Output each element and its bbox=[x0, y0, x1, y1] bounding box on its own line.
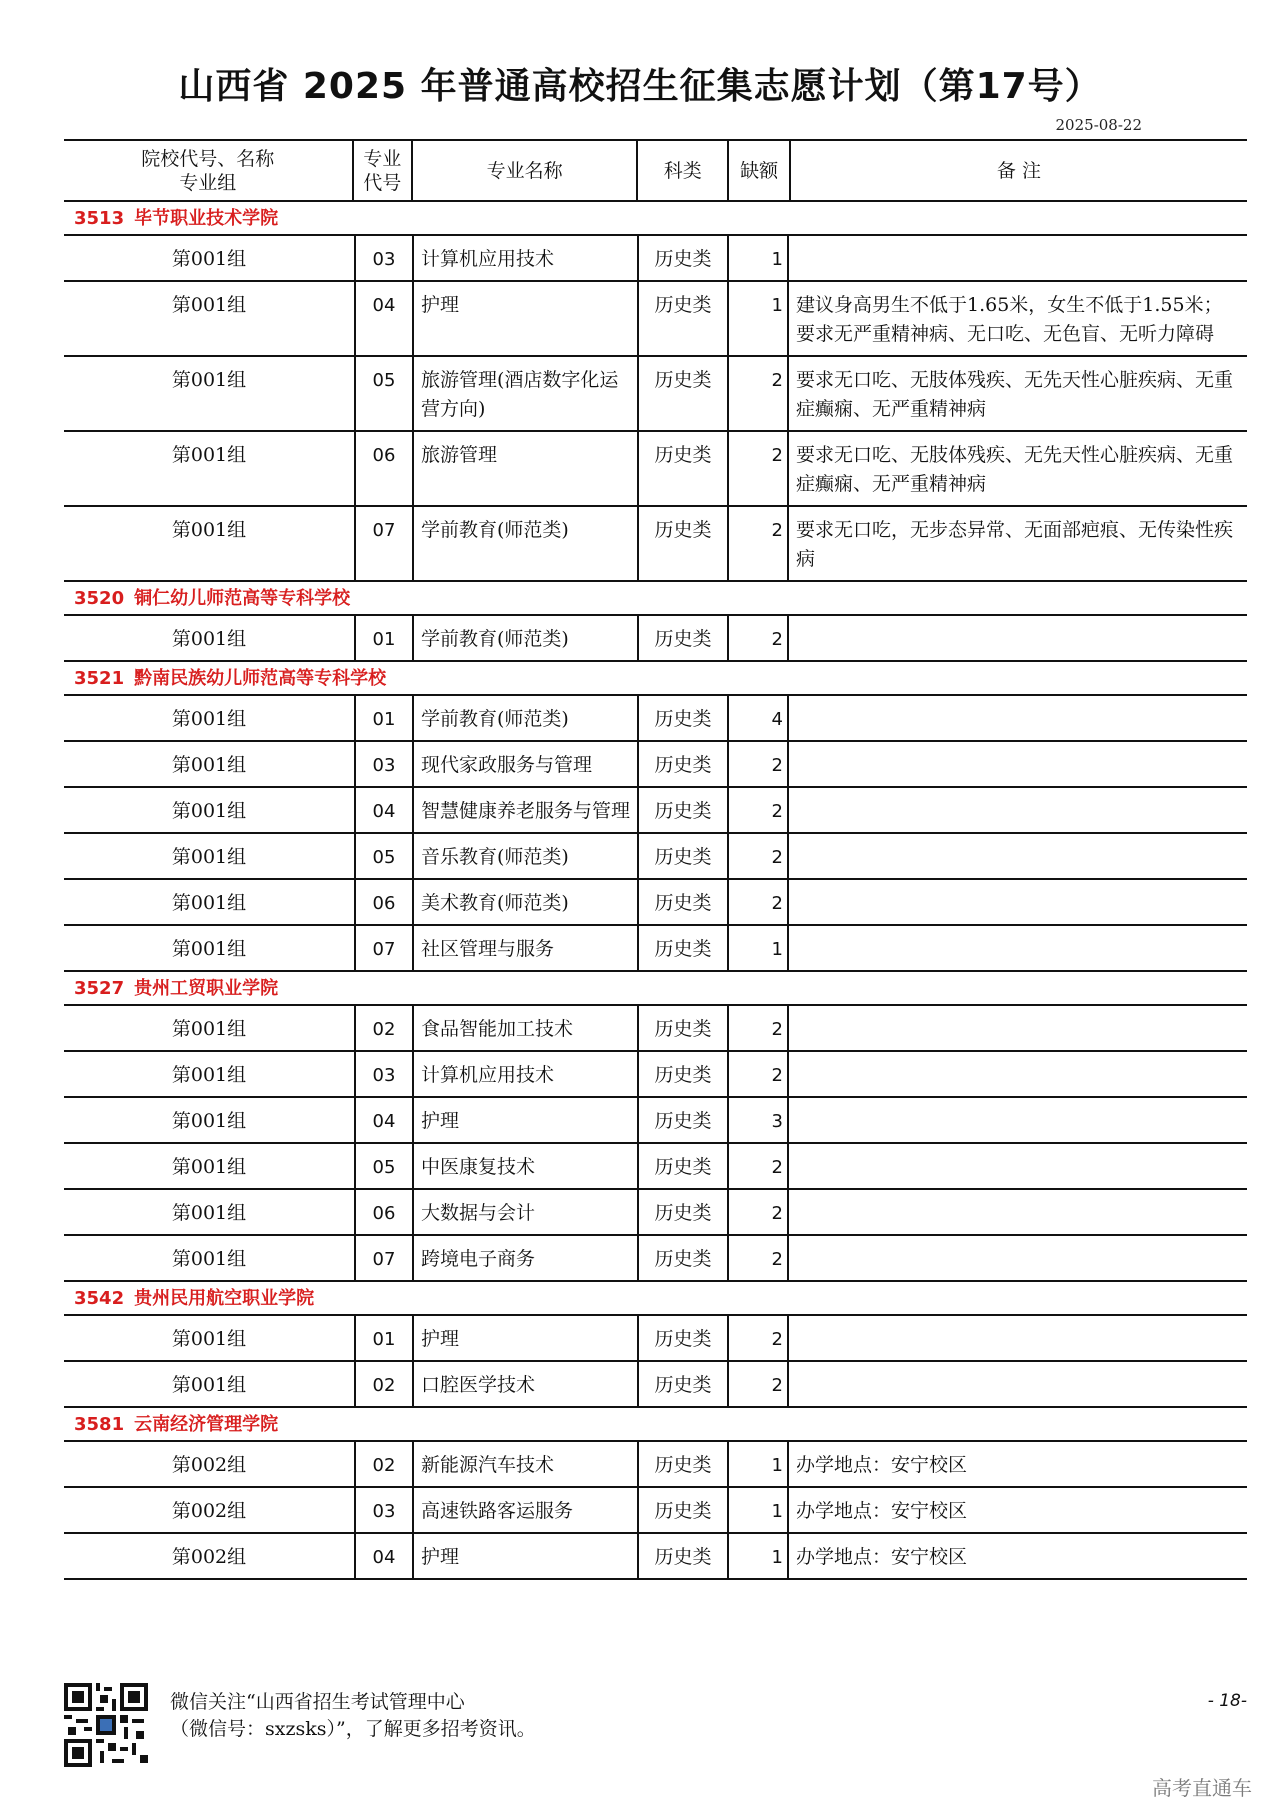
table-body bbox=[64, 202, 1247, 1580]
notes-cell bbox=[787, 1006, 1247, 1050]
school-header bbox=[64, 1282, 1247, 1316]
table-row bbox=[64, 1144, 1247, 1190]
header-notes: 备 注 bbox=[789, 141, 1247, 200]
table-row bbox=[64, 788, 1247, 834]
category-cell: 历史类 bbox=[637, 834, 727, 878]
group-cell: 第001组 bbox=[171, 938, 247, 960]
major-code-cell: 03 bbox=[354, 1488, 412, 1532]
major-name-cell: 旅游管理 bbox=[412, 432, 637, 505]
group-cell: 第001组 bbox=[171, 294, 247, 316]
group-cell: 第002组 bbox=[171, 1546, 247, 1568]
major-name-cell: 美术教育(师范类) bbox=[412, 880, 637, 924]
group-cell: 第002组 bbox=[171, 1454, 247, 1476]
group-cell: 第001组 bbox=[171, 369, 247, 391]
group-cell: 第001组 bbox=[171, 1110, 247, 1132]
category-cell: 历史类 bbox=[637, 742, 727, 786]
publish-date: 2025-08-22 bbox=[1055, 116, 1142, 134]
notes-cell: 办学地点：安宁校区 bbox=[787, 1442, 1247, 1486]
table-row bbox=[64, 1236, 1247, 1282]
category-cell: 历史类 bbox=[637, 1144, 727, 1188]
notes-cell bbox=[787, 1316, 1247, 1360]
major-code-cell: 06 bbox=[354, 880, 412, 924]
major-name-cell: 现代家政服务与管理 bbox=[412, 742, 637, 786]
major-code-cell: 02 bbox=[354, 1442, 412, 1486]
school-code: 3527 bbox=[74, 978, 125, 999]
category-cell: 历史类 bbox=[637, 1052, 727, 1096]
notes-cell: 要求无口吃、无肢体残疾、无先天性心脏疾病、无重症癫痫、无严重精神病 bbox=[787, 357, 1247, 430]
school-code: 3513 bbox=[74, 208, 125, 229]
qr-code-icon bbox=[64, 1683, 148, 1767]
major-name-cell: 护理 bbox=[412, 282, 637, 355]
major-code-cell: 03 bbox=[354, 236, 412, 280]
notes-cell: 要求无口吃、无肢体残疾、无先天性心脏疾病、无重症癫痫、无严重精神病 bbox=[787, 432, 1247, 505]
major-code-cell: 05 bbox=[354, 834, 412, 878]
major-code-cell: 03 bbox=[354, 1052, 412, 1096]
table-row bbox=[64, 880, 1247, 926]
vacancy-cell: 3 bbox=[727, 1098, 787, 1142]
table-row bbox=[64, 282, 1247, 357]
group-cell: 第001组 bbox=[171, 800, 247, 822]
table-row bbox=[64, 696, 1247, 742]
category-cell: 历史类 bbox=[637, 926, 727, 970]
category-cell: 历史类 bbox=[637, 236, 727, 280]
school-code: 3542 bbox=[74, 1288, 125, 1309]
category-cell: 历史类 bbox=[637, 880, 727, 924]
group-cell: 第002组 bbox=[171, 1500, 247, 1522]
category-cell: 历史类 bbox=[637, 1190, 727, 1234]
header-major-name: 专业名称 bbox=[411, 141, 636, 200]
major-code-cell: 04 bbox=[354, 1534, 412, 1578]
vacancy-cell: 1 bbox=[727, 1534, 787, 1578]
major-name-cell: 旅游管理(酒店数字化运营方向) bbox=[412, 357, 637, 430]
notes-cell bbox=[787, 1362, 1247, 1406]
notes-cell bbox=[787, 880, 1247, 924]
vacancy-cell: 2 bbox=[727, 507, 787, 580]
group-cell: 第001组 bbox=[171, 1018, 247, 1040]
major-code-cell: 07 bbox=[354, 1236, 412, 1280]
major-code-cell: 07 bbox=[354, 507, 412, 580]
major-name-cell: 大数据与会计 bbox=[412, 1190, 637, 1234]
notes-cell bbox=[787, 742, 1247, 786]
major-code-cell: 07 bbox=[354, 926, 412, 970]
vacancy-cell: 2 bbox=[727, 742, 787, 786]
major-code-cell: 02 bbox=[354, 1006, 412, 1050]
table-row bbox=[64, 1488, 1247, 1534]
school-name: 铜仁幼儿师范高等专科学校 bbox=[134, 588, 351, 609]
notes-cell bbox=[787, 788, 1247, 832]
table-row bbox=[64, 742, 1247, 788]
vacancy-cell: 2 bbox=[727, 357, 787, 430]
notes-cell bbox=[787, 926, 1247, 970]
footer bbox=[64, 1683, 1247, 1773]
major-name-cell: 计算机应用技术 bbox=[412, 1052, 637, 1096]
table-row bbox=[64, 1052, 1247, 1098]
category-cell: 历史类 bbox=[637, 282, 727, 355]
table-row bbox=[64, 1006, 1247, 1052]
category-cell: 历史类 bbox=[637, 1098, 727, 1142]
group-cell: 第001组 bbox=[171, 248, 247, 270]
major-name-cell: 跨境电子商务 bbox=[412, 1236, 637, 1280]
school-header bbox=[64, 972, 1247, 1006]
table-row bbox=[64, 1534, 1247, 1580]
school-header bbox=[64, 202, 1247, 236]
table-row bbox=[64, 357, 1247, 432]
table-row bbox=[64, 432, 1247, 507]
notes-cell: 办学地点：安宁校区 bbox=[787, 1534, 1247, 1578]
category-cell: 历史类 bbox=[637, 696, 727, 740]
group-cell: 第001组 bbox=[171, 754, 247, 776]
vacancy-cell: 2 bbox=[727, 1052, 787, 1096]
vacancy-cell: 4 bbox=[727, 696, 787, 740]
school-name: 贵州工贸职业学院 bbox=[134, 978, 279, 999]
vacancy-cell: 1 bbox=[727, 1488, 787, 1532]
vacancy-cell: 2 bbox=[727, 1236, 787, 1280]
category-cell: 历史类 bbox=[637, 1006, 727, 1050]
category-cell: 历史类 bbox=[637, 357, 727, 430]
major-name-cell: 中医康复技术 bbox=[412, 1144, 637, 1188]
notes-cell bbox=[787, 1190, 1247, 1234]
footer-line-2: （微信号：sxzsks）”，了解更多招考资讯。 bbox=[170, 1718, 536, 1740]
major-name-cell: 学前教育(师范类) bbox=[412, 507, 637, 580]
enrollment-table bbox=[64, 139, 1247, 1580]
group-cell: 第001组 bbox=[171, 892, 247, 914]
school-name: 毕节职业技术学院 bbox=[134, 208, 279, 229]
vacancy-cell: 2 bbox=[727, 880, 787, 924]
notes-cell: 办学地点：安宁校区 bbox=[787, 1488, 1247, 1532]
category-cell: 历史类 bbox=[637, 507, 727, 580]
footer-text bbox=[170, 1689, 536, 1743]
group-cell: 第001组 bbox=[171, 1202, 247, 1224]
major-code-cell: 01 bbox=[354, 696, 412, 740]
table-row bbox=[64, 1098, 1247, 1144]
major-code-cell: 01 bbox=[354, 616, 412, 660]
school-name: 云南经济管理学院 bbox=[134, 1414, 279, 1435]
notes-cell bbox=[787, 616, 1247, 660]
vacancy-cell: 2 bbox=[727, 1190, 787, 1234]
header-major-code: 专业 代号 bbox=[352, 141, 412, 200]
group-cell: 第001组 bbox=[171, 519, 247, 541]
major-code-cell: 02 bbox=[354, 1362, 412, 1406]
group-cell: 第001组 bbox=[171, 846, 247, 868]
notes-cell: 要求无口吃，无步态异常、无面部疤痕、无传染性疾病 bbox=[787, 507, 1247, 580]
table-row bbox=[64, 1362, 1247, 1408]
group-cell: 第001组 bbox=[171, 1248, 247, 1270]
notes-cell bbox=[787, 834, 1247, 878]
major-code-cell: 04 bbox=[354, 788, 412, 832]
table-row bbox=[64, 1190, 1247, 1236]
table-row bbox=[64, 926, 1247, 972]
major-name-cell: 计算机应用技术 bbox=[412, 236, 637, 280]
footer-line-1: 微信关注“山西省招生考试管理中心 bbox=[170, 1691, 465, 1713]
major-name-cell: 学前教育(师范类) bbox=[412, 616, 637, 660]
vacancy-cell: 2 bbox=[727, 1006, 787, 1050]
major-name-cell: 学前教育(师范类) bbox=[412, 696, 637, 740]
school-code: 3581 bbox=[74, 1414, 125, 1435]
major-code-cell: 05 bbox=[354, 1144, 412, 1188]
major-code-cell: 06 bbox=[354, 432, 412, 505]
table-row bbox=[64, 616, 1247, 662]
school-code: 3521 bbox=[74, 668, 125, 689]
major-name-cell: 社区管理与服务 bbox=[412, 926, 637, 970]
notes-cell bbox=[787, 236, 1247, 280]
school-code: 3520 bbox=[74, 588, 125, 609]
group-cell: 第001组 bbox=[171, 1374, 247, 1396]
notes-cell: 建议身高男生不低于1.65米，女生不低于1.55米；要求无严重精神病、无口吃、无色盲、无听力障碍 bbox=[787, 282, 1247, 355]
notes-cell bbox=[787, 1144, 1247, 1188]
category-cell: 历史类 bbox=[637, 1236, 727, 1280]
category-cell: 历史类 bbox=[637, 432, 727, 505]
vacancy-cell: 1 bbox=[727, 926, 787, 970]
vacancy-cell: 2 bbox=[727, 1316, 787, 1360]
table-row bbox=[64, 834, 1247, 880]
category-cell: 历史类 bbox=[637, 1534, 727, 1578]
vacancy-cell: 1 bbox=[727, 236, 787, 280]
school-header bbox=[64, 662, 1247, 696]
category-cell: 历史类 bbox=[637, 1362, 727, 1406]
category-cell: 历史类 bbox=[637, 1442, 727, 1486]
header-vacancy: 缺额 bbox=[727, 141, 789, 200]
major-code-cell: 03 bbox=[354, 742, 412, 786]
notes-cell bbox=[787, 1236, 1247, 1280]
vacancy-cell: 1 bbox=[727, 282, 787, 355]
school-name: 黔南民族幼儿师范高等专科学校 bbox=[134, 668, 387, 689]
notes-cell bbox=[787, 1098, 1247, 1142]
table-row bbox=[64, 507, 1247, 582]
major-code-cell: 05 bbox=[354, 357, 412, 430]
group-cell: 第001组 bbox=[171, 444, 247, 466]
group-cell: 第001组 bbox=[171, 1328, 247, 1350]
table-header bbox=[64, 141, 1247, 202]
notes-cell bbox=[787, 696, 1247, 740]
school-header bbox=[64, 582, 1247, 616]
school-header bbox=[64, 1408, 1247, 1442]
vacancy-cell: 2 bbox=[727, 616, 787, 660]
table-row bbox=[64, 1316, 1247, 1362]
page-title: 山西省 2025 年普通高校招生征集志愿计划（第17号） bbox=[178, 66, 1102, 107]
vacancy-cell: 1 bbox=[727, 1442, 787, 1486]
major-name-cell: 护理 bbox=[412, 1098, 637, 1142]
major-name-cell: 护理 bbox=[412, 1316, 637, 1360]
category-cell: 历史类 bbox=[637, 1488, 727, 1532]
page-number: - 18- bbox=[1207, 1691, 1247, 1711]
group-cell: 第001组 bbox=[171, 708, 247, 730]
major-name-cell: 智慧健康养老服务与管理 bbox=[412, 788, 637, 832]
vacancy-cell: 2 bbox=[727, 834, 787, 878]
group-cell: 第001组 bbox=[171, 1064, 247, 1086]
table-row bbox=[64, 1442, 1247, 1488]
category-cell: 历史类 bbox=[637, 616, 727, 660]
header-category: 科类 bbox=[636, 141, 727, 200]
category-cell: 历史类 bbox=[637, 788, 727, 832]
major-code-cell: 01 bbox=[354, 1316, 412, 1360]
vacancy-cell: 2 bbox=[727, 432, 787, 505]
category-cell: 历史类 bbox=[637, 1316, 727, 1360]
school-name: 贵州民用航空职业学院 bbox=[134, 1288, 315, 1309]
vacancy-cell: 2 bbox=[727, 788, 787, 832]
table-row bbox=[64, 236, 1247, 282]
major-code-cell: 04 bbox=[354, 1098, 412, 1142]
major-name-cell: 新能源汽车技术 bbox=[412, 1442, 637, 1486]
header-school: 院校代号、名称 专业组 bbox=[141, 147, 275, 194]
major-name-cell: 食品智能加工技术 bbox=[412, 1006, 637, 1050]
group-cell: 第001组 bbox=[171, 1156, 247, 1178]
notes-cell bbox=[787, 1052, 1247, 1096]
major-code-cell: 06 bbox=[354, 1190, 412, 1234]
watermark: 高考直通车 bbox=[1152, 1776, 1252, 1800]
vacancy-cell: 2 bbox=[727, 1362, 787, 1406]
major-name-cell: 护理 bbox=[412, 1534, 637, 1578]
group-cell: 第001组 bbox=[171, 628, 247, 650]
major-name-cell: 音乐教育(师范类) bbox=[412, 834, 637, 878]
vacancy-cell: 2 bbox=[727, 1144, 787, 1188]
major-name-cell: 口腔医学技术 bbox=[412, 1362, 637, 1406]
major-name-cell: 高速铁路客运服务 bbox=[412, 1488, 637, 1532]
major-code-cell: 04 bbox=[354, 282, 412, 355]
